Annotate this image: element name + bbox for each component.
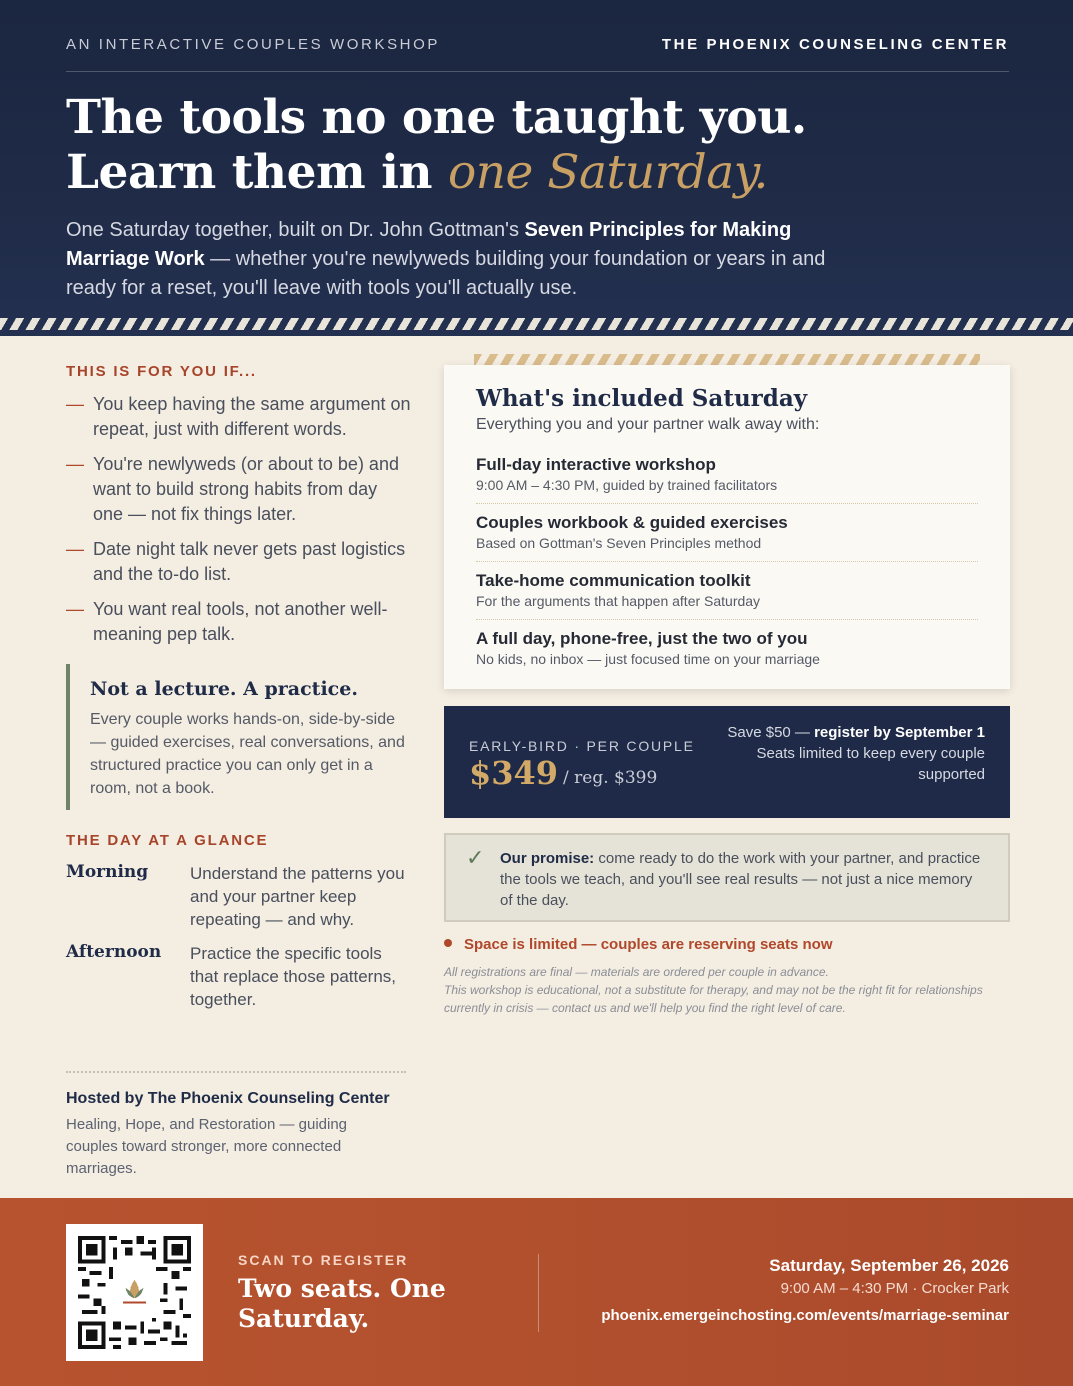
promise-box [444,833,1010,922]
for-you-list [66,392,411,657]
fine-print [444,963,1004,1017]
price-box [444,706,1010,818]
dash-bullet: — [66,454,84,474]
footer-band [0,1198,1073,1386]
header-zigzag-border [0,318,1073,330]
list-item [66,452,411,527]
included-title: What's included Saturday [476,385,808,412]
headline [66,90,807,200]
included-item [476,620,978,677]
headline-line-1: The tools no one taught you. [66,90,807,145]
register-deadline: register by September 1 [814,724,985,741]
glance-when: Afternoon [66,942,162,962]
list-item [66,597,411,647]
glance-what: Understand the patterns you and your partner keep repeating — and why. [190,864,405,929]
list-item-text: You want real tools, not another well-meaning pep talk. [93,599,388,644]
included-item-title: Take-home communication toolkit [476,571,751,590]
included-subtitle: Everything you and your partner walk away with: [476,416,820,433]
qr-code-icon[interactable] [66,1224,203,1361]
space-limited-text: Space is limited — couples are reserving seats now [464,936,833,953]
list-item [66,537,411,587]
save-text: Save $50 — [727,724,815,741]
included-item-title: Full-day interactive workshop [476,455,716,474]
glance-when: Morning [66,862,149,882]
glance-row-morning [66,862,411,942]
alert-dot-icon [444,939,452,947]
hosted-title: Hosted by The Phoenix Counseling Center [66,1090,390,1107]
check-icon: ✓ [466,845,485,870]
dash-bullet: — [66,539,84,559]
headline-line-2 [66,145,807,200]
scan-to-register-label: SCAN TO REGISTER [238,1252,409,1268]
fine-print-line-2: This workshop is educational, not a substitute for therapy, and may not be the right fit for relationships currently in crisis — contact us and we'll help you find the right level of care. [444,983,983,1015]
hosted-text: Healing, Hope, and Restoration — guiding couples toward stronger, more connected marriages. [66,1116,348,1177]
space-limited-notice [444,936,832,953]
workshop-eyebrow: AN INTERACTIVE COUPLES WORKSHOP [66,36,440,53]
included-item-title: Couples workbook & guided exercises [476,513,788,532]
practice-title: Not a lecture. A practice. [90,678,358,700]
footer-divider [538,1254,539,1332]
list-item-text: You're newlyweds (or about to be) and want to build strong habits from day one — not fix things later. [93,454,399,524]
headline-line-2-prefix: Learn them in [66,145,448,200]
included-item-desc: For the arguments that happen after Saturday [476,593,761,609]
included-item [476,504,978,562]
price-eyebrow: EARLY-BIRD · PER COUPLE [469,738,695,754]
included-item [476,562,978,620]
included-item-title: A full day, phone-free, just the two of you [476,629,808,648]
event-details [601,1256,1009,1324]
list-item [66,392,411,442]
event-date: Saturday, September 26, 2026 [769,1256,1009,1275]
intro-text-1: One Saturday together, built on Dr. John Gottman's [66,219,525,241]
event-time-place: 9:00 AM – 4:30 PM · Crocker Park [780,1280,1009,1297]
included-item-desc: 9:00 AM – 4:30 PM, guided by trained facilitators [476,477,778,493]
glance-row-afternoon [66,942,411,1022]
intro-paragraph [66,216,856,303]
day-at-a-glance [66,862,411,1022]
included-card [444,365,1010,689]
promise-label: Our promise: [500,850,595,867]
seats-note: Seats limited to keep every couple supported [756,745,985,783]
glance-what: Practice the specific tools that replace those patterns, together. [190,944,397,1009]
fine-print-line-1: All registrations are final — materials are ordered per couple in advance. [444,965,829,979]
intro-text-2: — whether you're newlyweds building your foundation or years in and ready for a reset, you'll leave with tools you'll actually use. [66,248,826,299]
header-banner [0,0,1073,336]
organization-name: THE PHOENIX COUNSELING CENTER [661,36,1009,53]
for-you-label: THIS IS FOR YOU IF... [66,363,257,380]
dash-bullet: — [66,599,84,619]
list-item-text: You keep having the same argument on repeat, just with different words. [93,394,411,439]
intro-book-title: Seven Principles for Making Marriage Work [66,219,792,270]
dash-bullet: — [66,394,84,414]
practice-text: Every couple works hands-on, side-by-side — guided exercises, real conversations, and structured practice you can only get in a room, not a book. [90,711,405,797]
registration-url-link[interactable]: phoenix.emergeinchosting.com/events/marriage-seminar [601,1307,1009,1324]
price-amount: $349 [469,754,559,792]
price-deadline-note [725,722,985,785]
headline-accent: one Saturday. [447,145,768,200]
regular-price: / reg. $399 [563,768,658,788]
footer-tagline: Two seats. One Saturday. [238,1274,446,1333]
hosted-divider [66,1071,406,1073]
included-item-desc: No kids, no inbox — just focused time on your marriage [476,651,820,667]
glance-label: THE DAY AT A GLANCE [66,832,269,849]
promise-text: come ready to do the work with your partner, and practice the tools we teach, and you'll see real results — not just a nice memory of the day. [500,850,981,909]
list-item-text: Date night talk never gets past logistics and the to-do list. [93,539,406,584]
practice-callout [66,664,406,810]
included-item-desc: Based on Gottman's Seven Principles method [476,535,762,551]
included-item [476,446,978,504]
header-top-bar [66,34,1009,72]
